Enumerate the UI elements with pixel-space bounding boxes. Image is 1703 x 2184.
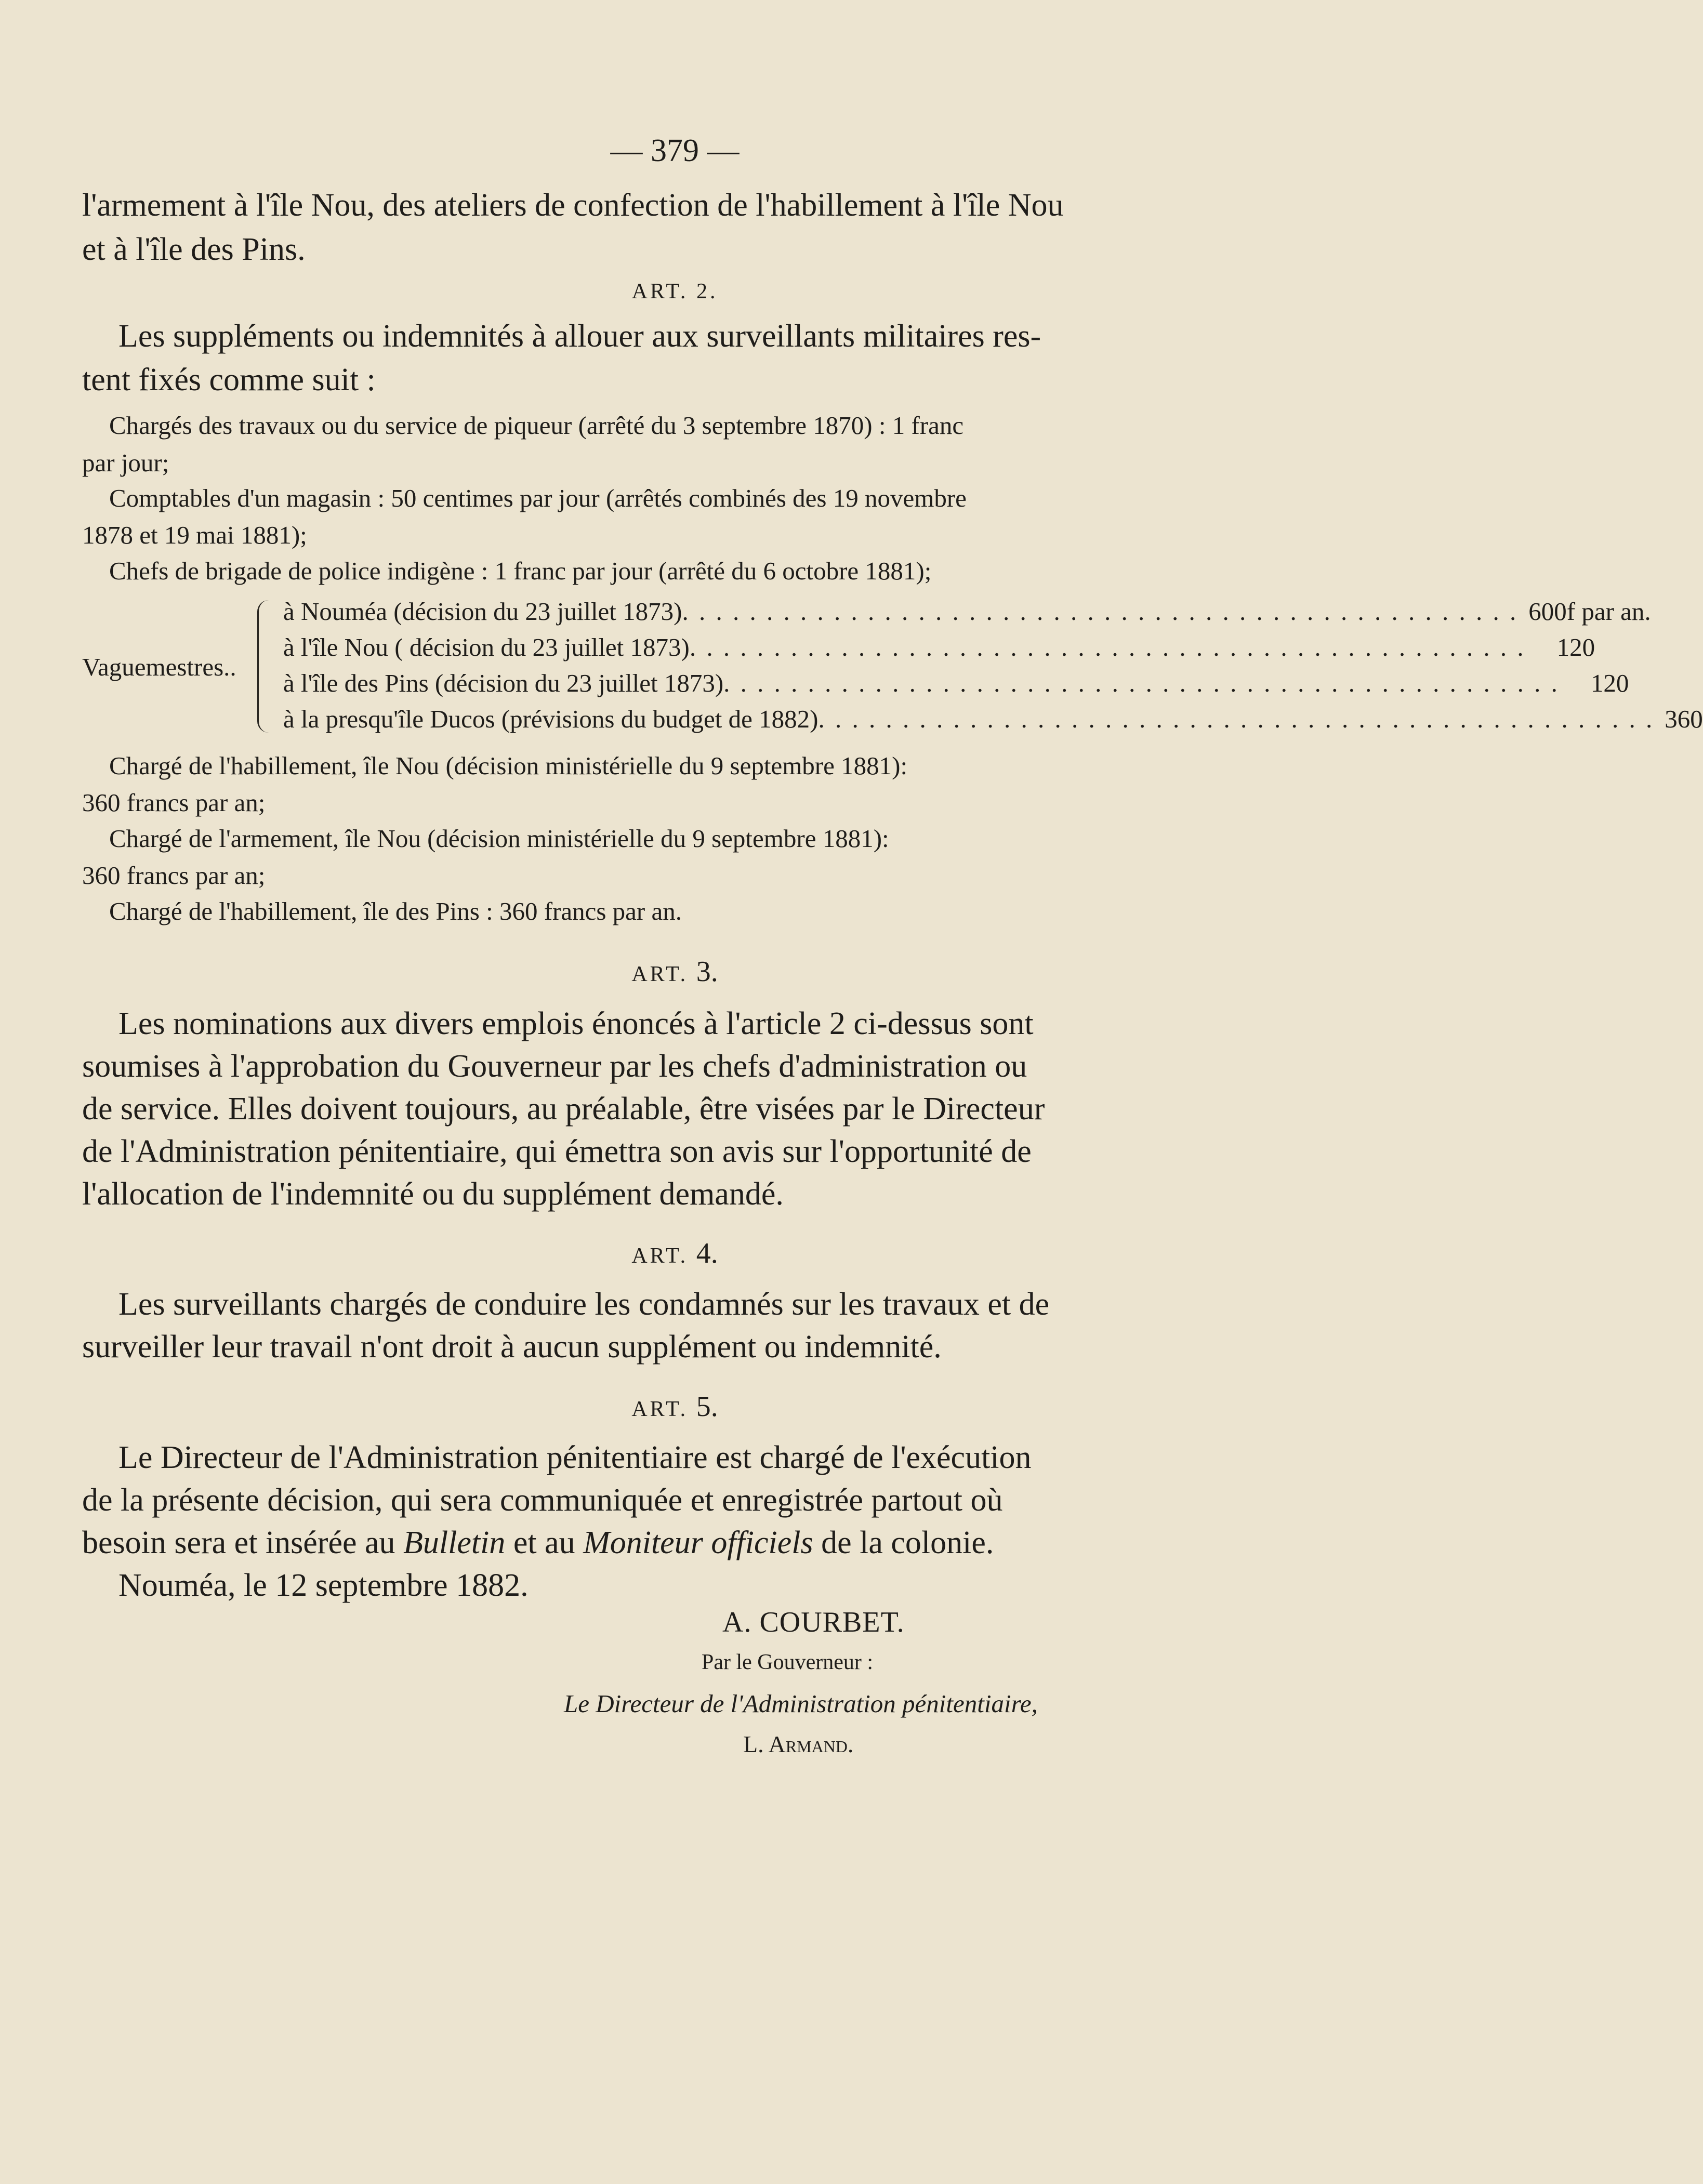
vaguemestres-place-2: à l'île Nou ( décision du 23 juillet 1873) [283, 633, 690, 661]
page-number: — 379 — [610, 133, 740, 168]
intro-line-1 [82, 187, 1064, 224]
art3-heading-prefix: ART. [631, 962, 689, 986]
art3-line-5: l'allocation de l'indemnité ou du supplément demandé. [82, 1176, 784, 1212]
art2-item3-line-1: Chefs de brigade de police indigène : 1 franc par jour (arrêté du 6 octobre 1881); [109, 557, 932, 585]
vaguemestres-row-3 [283, 668, 1629, 698]
vaguemestres-place-4: à la presqu'île Ducos (prévisions du budget de 1882) [283, 705, 819, 733]
art5-heading [0, 1390, 1350, 1423]
art2-heading [0, 279, 1350, 304]
place-date: Nouméa, le 12 septembre 1882. [118, 1568, 529, 1603]
vaguemestres-place-1: à Nouméa (décision du 23 juillet 1873) [283, 597, 682, 626]
vaguemestres-label: Vaguemestres.. [82, 653, 236, 681]
vaguemestres-row-2 [283, 632, 1595, 662]
leader-dots: . . . . . . . . . . . . . . . . . . . . . . . . . . . . . . . . . . . . . . . . . . . . . . . . . . [818, 705, 1655, 733]
art2-item4-line-1: Chargé de l'habillement, île Nou (décision ministérielle du 9 septembre 1881): [109, 751, 908, 780]
art4-line-1: Les surveillants chargés de conduire les condamnés sur les travaux et de [118, 1287, 1050, 1322]
director-title-text: Le Directeur de l'Administration pénitentiaire, [564, 1689, 1038, 1718]
vaguemestres-amount-4: 360 [1665, 705, 1703, 733]
leader-dots: . . . . . . . . . . . . . . . . . . . . . . . . . . . . . . . . . . . . . . . . . . . . . . . . . . [723, 669, 1560, 697]
vaguemestres-amount-1: 600f par an. [1528, 597, 1651, 626]
art3-line-3: de service. Elles doivent toujours, au préalable, être visées par le Directeur [82, 1091, 1045, 1127]
art4-heading-number: 4. [696, 1237, 718, 1269]
art5-heading-number: 5. [696, 1391, 718, 1423]
art2-para-line-2: tent fixés comme suit : [82, 362, 376, 398]
vaguemestres-amount-3: 120 [1590, 669, 1629, 697]
vaguemestres-row-1 [283, 597, 1651, 626]
art5-line-1: Le Directeur de l'Administration pénitentiaire est chargé de l'exécution [118, 1440, 1032, 1475]
art5-heading-prefix: ART. [631, 1397, 689, 1421]
art3-line-2: soumises à l'approbation du Gouverneur par les chefs d'administration ou [82, 1049, 1027, 1084]
art4-heading-prefix: ART. [631, 1244, 689, 1268]
moniteur-title: Moniteur officiels [583, 1525, 813, 1560]
bulletin-title: Bulletin [403, 1525, 506, 1560]
art2-para-line-1: Les suppléments ou indemnités à allouer aux surveillants militaires res- [118, 319, 1041, 354]
director-name: L. Armand. [743, 1731, 854, 1757]
vaguemestres-amount-2: 120 [1556, 633, 1595, 661]
art5-line3-text-e: de la colonie. [821, 1525, 994, 1560]
vaguemestres-row-4 [283, 704, 1703, 734]
art3-line-4: de l'Administration pénitentiaire, qui émettra son avis sur l'opportunité de [82, 1134, 1032, 1169]
art2-item5-line-2: 360 francs par an; [82, 861, 266, 890]
art5-line3-text-c: et au [513, 1525, 575, 1560]
art2-item2-line-1: Comptables d'un magasin : 50 centimes par jour (arrêtés combinés des 19 novembre [109, 484, 967, 512]
art2-item5-line-1: Chargé de l'armement, île Nou (décision ministérielle du 9 septembre 1881): [109, 824, 889, 853]
art2-heading-number: 2. [696, 280, 718, 303]
signer-name: A. COURBET. [722, 1606, 905, 1638]
art5-line-2: de la présente décision, qui sera communiquée et enregistrée partout où [82, 1483, 1003, 1518]
vaguemestres-place-3: à l'île des Pins (décision du 23 juillet 1873) [283, 669, 724, 697]
art2-heading-prefix: ART. [631, 280, 689, 303]
art2-item1-line-1: Chargés des travaux ou du service de piqueur (arrêté du 3 septembre 1870) : 1 franc [109, 411, 964, 440]
art3-line-1: Les nominations aux divers emplois énoncés à l'article 2 ci-dessus sont [118, 1006, 1034, 1041]
art2-item2-line-2: 1878 et 19 mai 1881); [82, 521, 307, 549]
art2-item4-line-2: 360 francs par an; [82, 788, 266, 817]
art5-line-3 [82, 1525, 994, 1561]
art5-line3-text-a: besoin sera et insérée au [82, 1525, 395, 1560]
intro-line-2: et à l'île des Pins. [82, 232, 306, 267]
director-title [564, 1689, 1038, 1718]
art2-item6-line-1: Chargé de l'habillement, île des Pins : 360 francs par an. [109, 897, 682, 925]
art4-line-2: surveiller leur travail n'ont droit à aucun supplément ou indemnité. [82, 1329, 942, 1365]
leader-dots: . . . . . . . . . . . . . . . . . . . . . . . . . . . . . . . . . . . . . . . . . . . . . . . . . . [689, 633, 1526, 661]
art3-heading [0, 955, 1350, 988]
by-the-governor: Par le Gouverneur : [702, 1650, 874, 1674]
intro-text-1: l'armement à l'île Nou, des ateliers de confection de l'habillement à l'île Nou [82, 188, 1064, 223]
art4-heading [0, 1237, 1350, 1270]
art3-heading-number: 3. [696, 956, 718, 988]
vaguemestres-brace [257, 600, 272, 733]
art2-item1-line-2: par jour; [82, 448, 169, 477]
leader-dots: . . . . . . . . . . . . . . . . . . . . . . . . . . . . . . . . . . . . . . . . . . . . . . . . . . [682, 597, 1519, 626]
